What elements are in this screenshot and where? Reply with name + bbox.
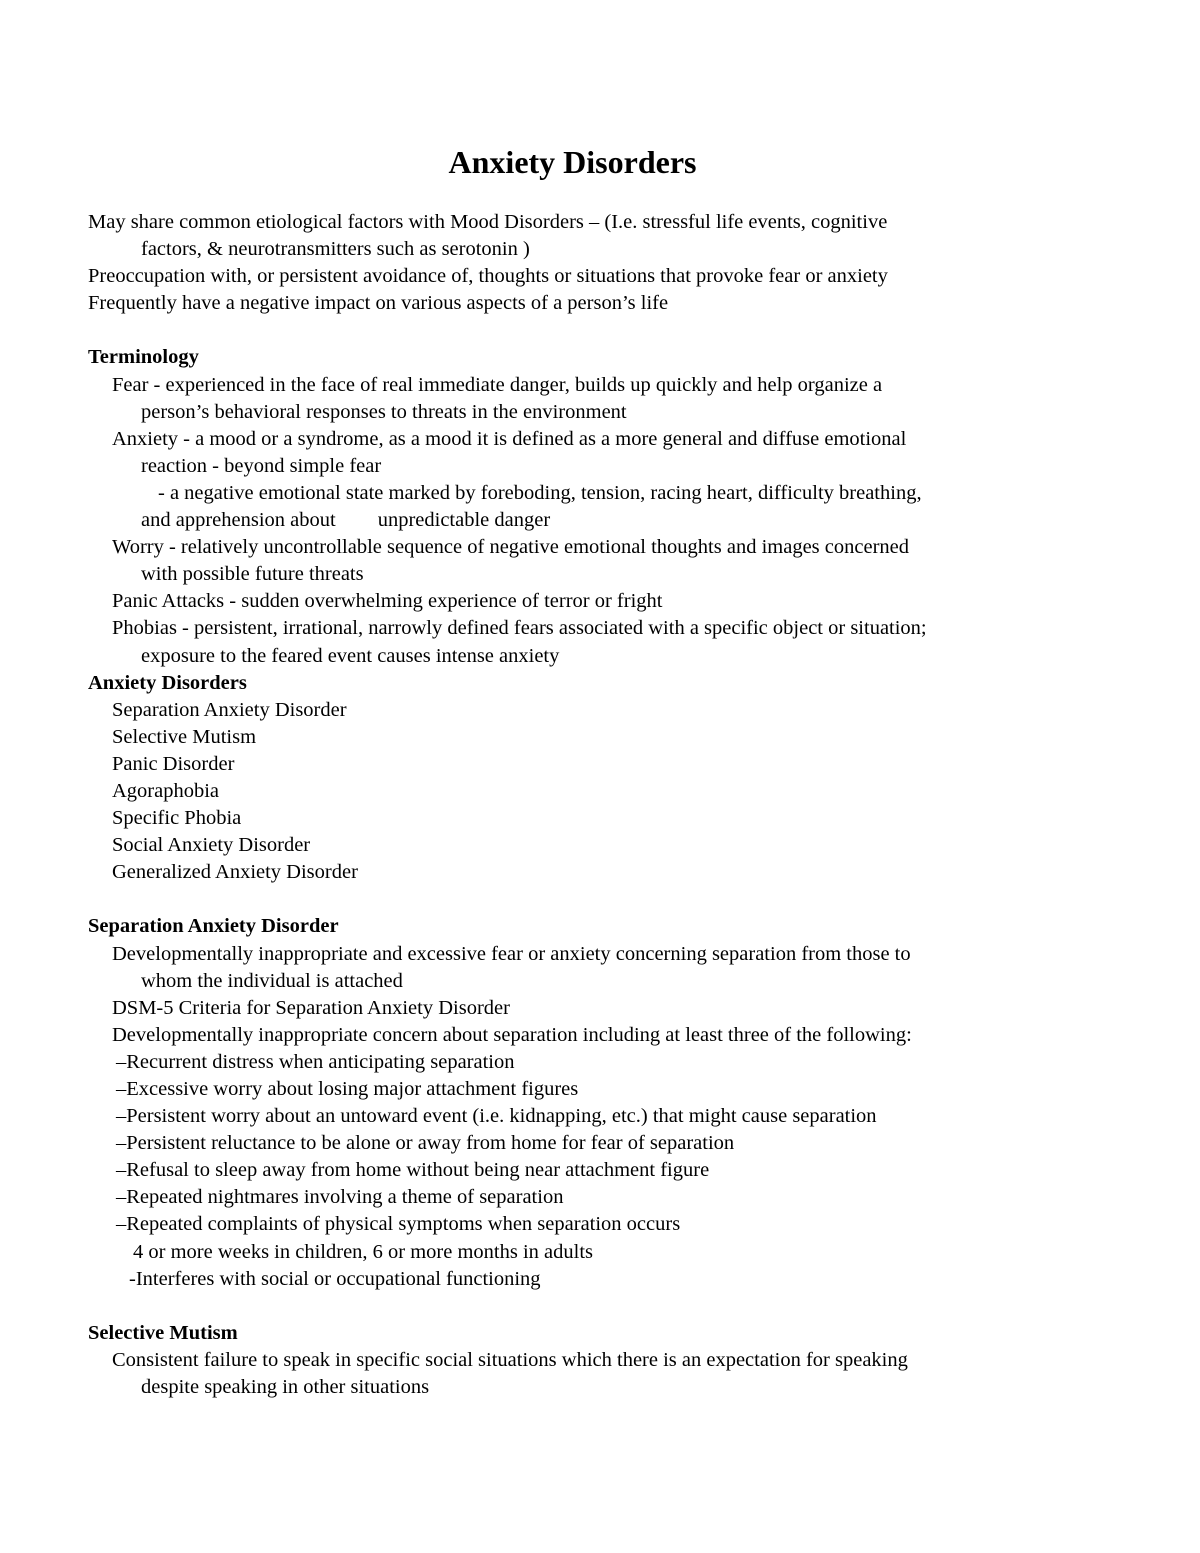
terminology-heading: Terminology	[88, 346, 199, 369]
term-anxiety-second-continued	[88, 507, 1088, 534]
term-phobias: Phobias - persistent, irrational, narrowly defined fears associated with a specific object or situation;	[112, 617, 927, 640]
separation-definition-continued: whom the individual is attached	[141, 969, 403, 992]
disorder-item: Generalized Anxiety Disorder	[112, 861, 358, 884]
intro-line-2: Preoccupation with, or persistent avoidance of, thoughts or situations that provoke fear or anxiety	[88, 265, 888, 288]
term-anxiety-continued: reaction - beyond simple fear	[141, 454, 382, 477]
term-anxiety-second-definition: - a negative emotional state marked by foreboding, tension, racing heart, difficulty breathing,	[158, 481, 922, 504]
criteria-item: –Persistent worry about an untoward event (i.e. kidnapping, etc.) that might cause separation	[116, 1105, 877, 1128]
term-worry: Worry - relatively uncontrollable sequence of negative emotional thoughts and images concerned	[112, 536, 909, 559]
criteria-item: –Persistent reluctance to be alone or away from home for fear of separation	[116, 1132, 735, 1155]
term-anxiety-second-continued-b: unpredictable danger	[377, 509, 551, 532]
mutism-heading: Selective Mutism	[88, 1321, 238, 1344]
criteria-item: –Excessive worry about losing major attachment figures	[116, 1078, 579, 1100]
spacer	[88, 886, 1088, 913]
separation-criteria-intro: Developmentally inappropriate concern about separation including at least three of the following:	[112, 1023, 912, 1046]
separation-duration: 4 or more weeks in children, 6 or more months in adults	[133, 1240, 594, 1263]
page-title: Anxiety Disorders	[448, 144, 697, 180]
separation-criteria-title: DSM-5 Criteria for Separation Anxiety Disorder	[112, 996, 510, 1019]
mutism-definition: Consistent failure to speak in specific social situations which there is an expectation for speaking	[112, 1348, 908, 1371]
disorder-item: Agoraphobia	[112, 779, 220, 802]
disorder-item: Selective Mutism	[112, 725, 257, 748]
intro-line-3: Frequently have a negative impact on various aspects of a person’s life	[88, 292, 669, 315]
disorder-item: Social Anxiety Disorder	[112, 834, 311, 857]
separation-interferes: -Interferes with social or occupational functioning	[129, 1267, 541, 1290]
term-anxiety-second-continued-a: and apprehension about	[141, 509, 336, 532]
disorders-heading: Anxiety Disorders	[88, 671, 247, 694]
disorder-item: Separation Anxiety Disorder	[112, 698, 347, 721]
disorder-item: Specific Phobia	[112, 807, 242, 830]
criteria-item: –Refusal to sleep away from home without being near attachment figure	[116, 1159, 710, 1182]
term-panic-attacks: Panic Attacks - sudden overwhelming experience of terror or fright	[112, 590, 663, 613]
term-phobias-continued: exposure to the feared event causes intense anxiety	[141, 644, 560, 667]
criteria-item: –Recurrent distress when anticipating separation	[116, 1050, 515, 1073]
spacer	[88, 1293, 1088, 1320]
spacer	[88, 317, 1088, 344]
separation-heading: Separation Anxiety Disorder	[88, 915, 339, 938]
term-anxiety: Anxiety - a mood or a syndrome, as a mood it is defined as a more general and diffuse emotional	[112, 427, 907, 450]
mutism-definition-continued: despite speaking in other situations	[141, 1376, 430, 1399]
term-fear: Fear - experienced in the face of real immediate danger, builds up quickly and help organize a	[112, 373, 883, 396]
intro-line-1: May share common etiological factors with Mood Disorders – (I.e. stressful life events, cognitive	[88, 211, 888, 233]
term-fear-continued: person’s behavioral responses to threats in the environment	[141, 400, 627, 423]
disorder-item: Panic Disorder	[112, 752, 235, 775]
separation-definition: Developmentally inappropriate and excessive fear or anxiety concerning separation from those to	[112, 942, 911, 965]
criteria-item: –Repeated nightmares involving a theme of separation	[116, 1186, 564, 1209]
criteria-item: –Repeated complaints of physical symptoms when separation occurs	[116, 1213, 681, 1236]
document-body	[88, 209, 1088, 1401]
intro-line-1-continued: factors, & neurotransmitters such as serotonin )	[141, 238, 530, 261]
term-worry-continued: with possible future threats	[141, 563, 364, 586]
